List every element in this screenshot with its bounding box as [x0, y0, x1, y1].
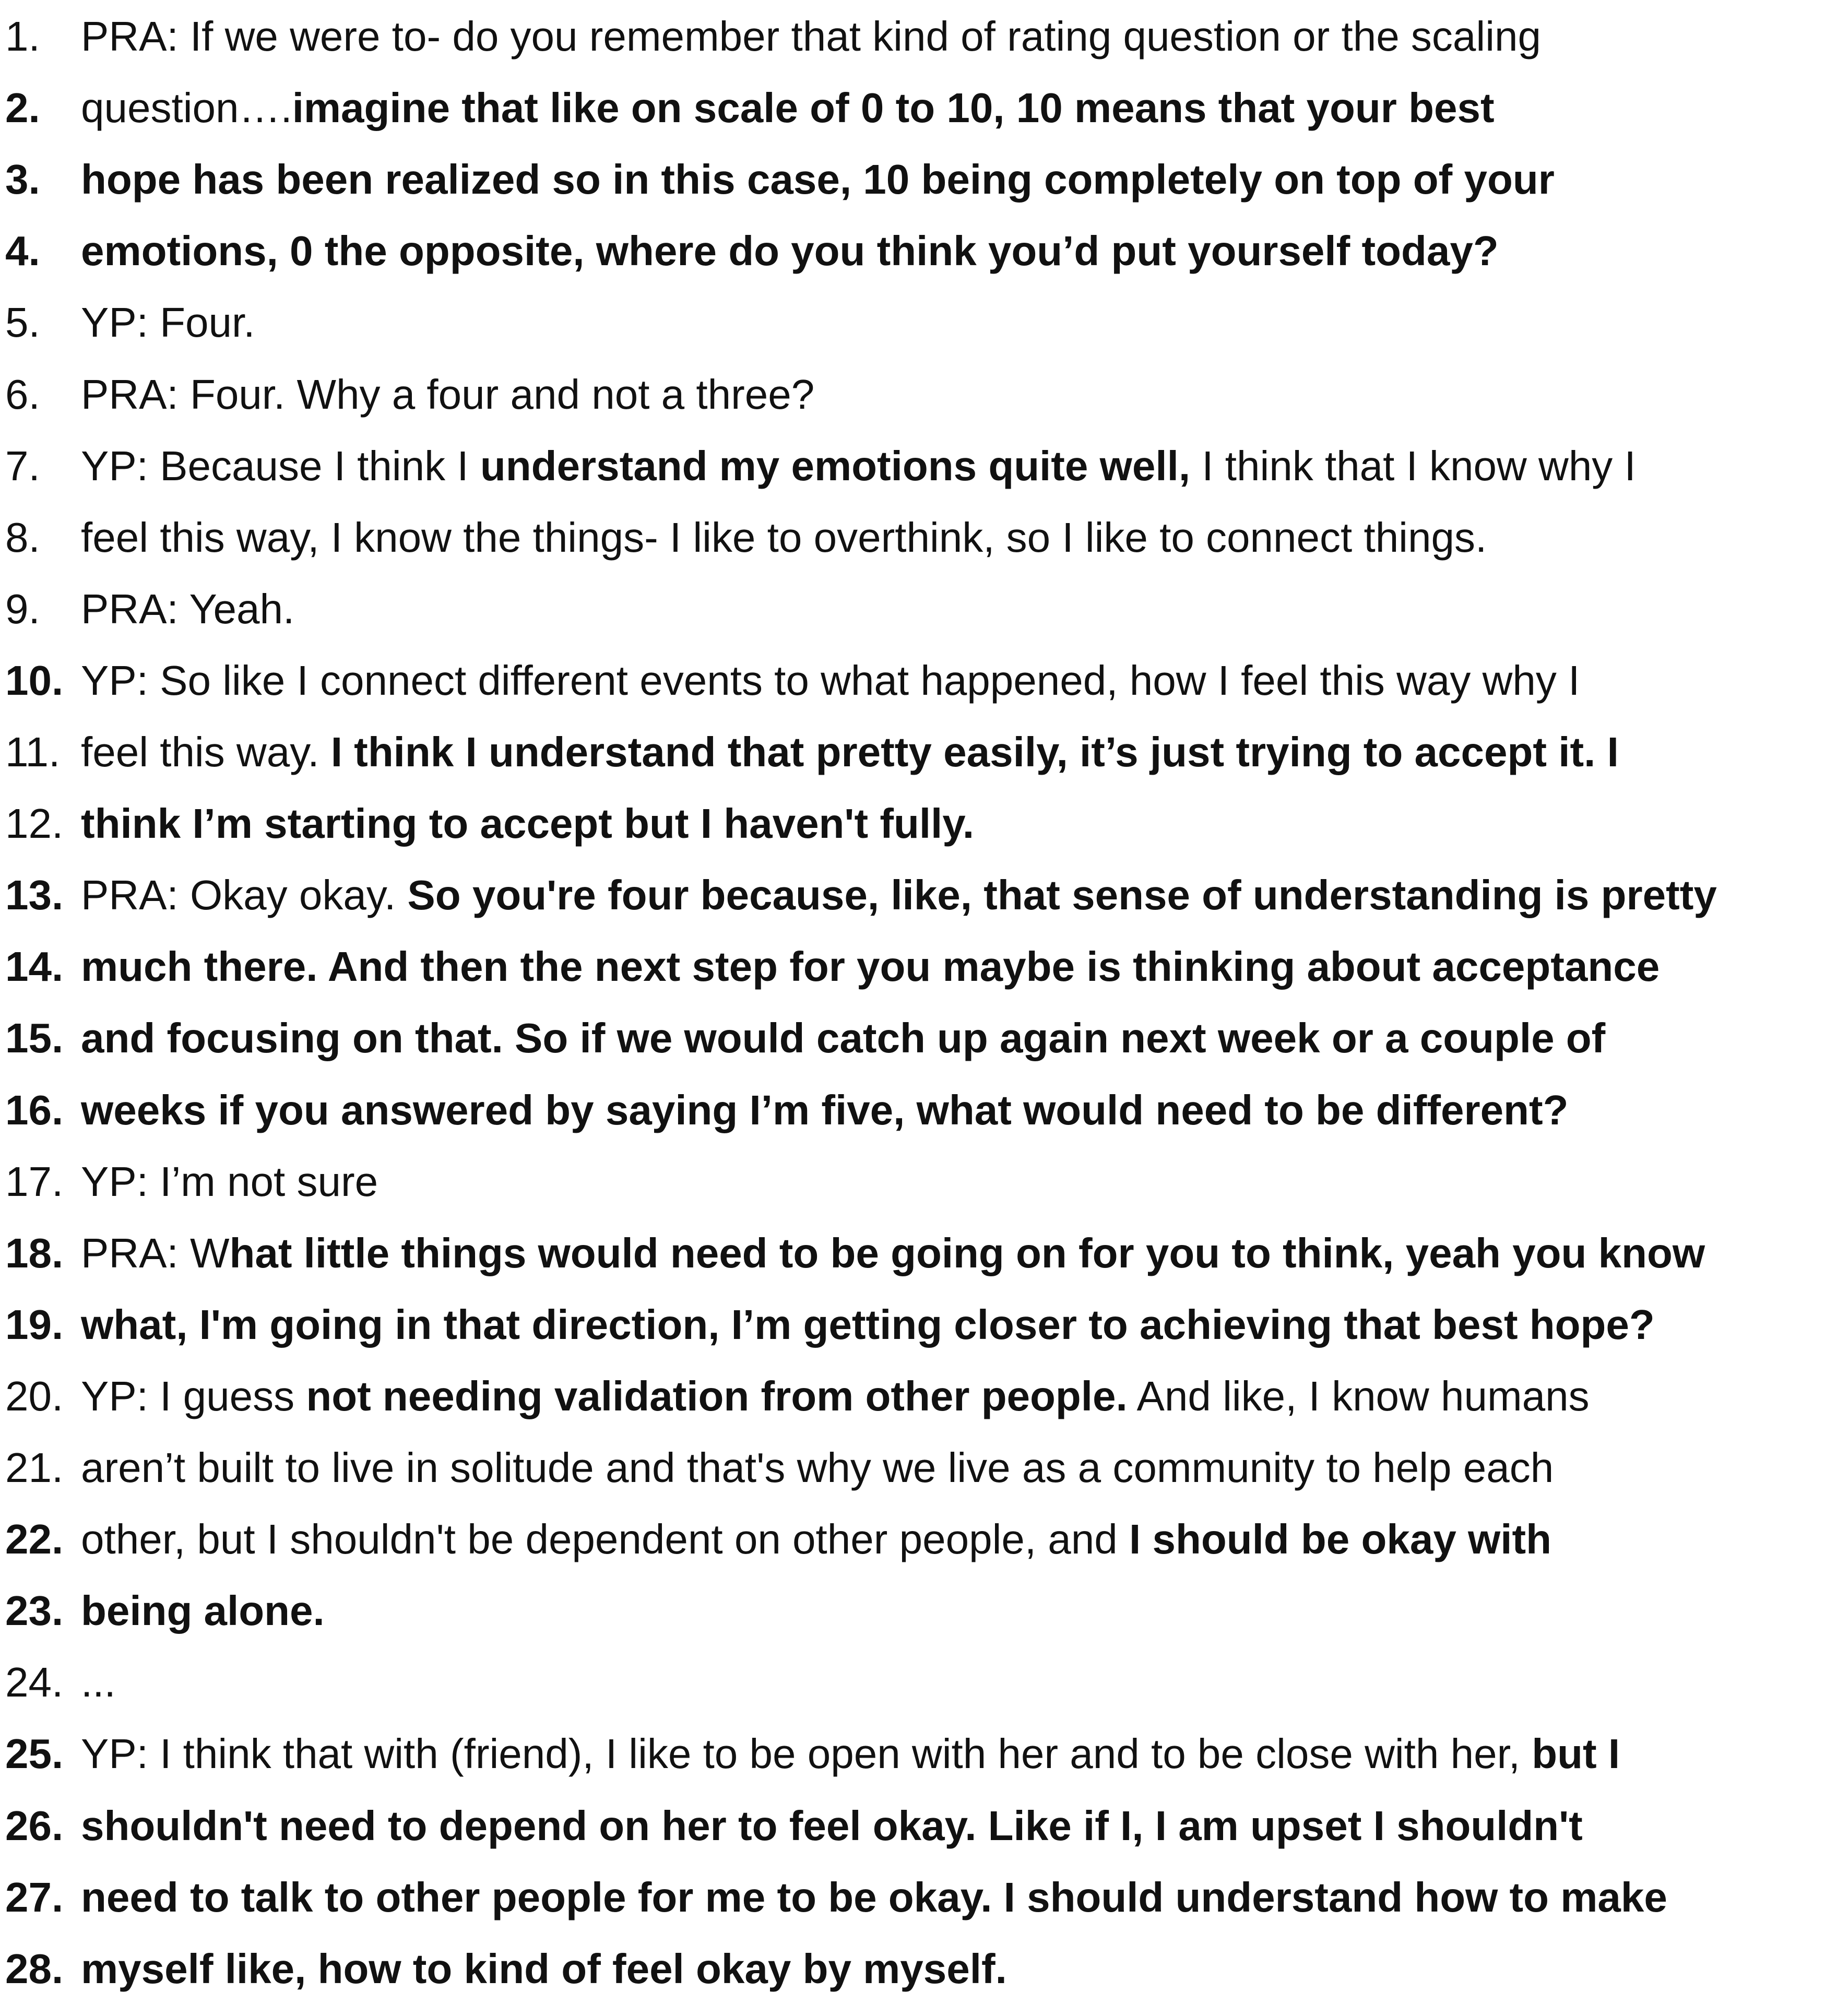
- line-number: 12.: [5, 800, 64, 847]
- line-text: YP: So like I connect different events to what happened, how I feel this way why I: [81, 657, 1580, 704]
- transcript-line: [5, 1432, 1554, 1504]
- emphasized-text: not needing validation from other people.: [306, 1372, 1128, 1419]
- line-number: 24.: [5, 1659, 64, 1706]
- line-text: other, but I shouldn't be dependent on other people, and: [81, 1516, 1130, 1563]
- transcript-line: [5, 645, 1580, 717]
- line-number: 26.: [5, 1802, 64, 1849]
- transcript-line: [5, 1, 1541, 73]
- line-text: PRA: W: [81, 1229, 230, 1276]
- emphasized-text: think I’m starting to accept but I haven't fully.: [81, 800, 975, 847]
- line-number: 11.: [5, 729, 61, 775]
- transcript-line: [5, 287, 255, 359]
- line-text: YP: I guess: [81, 1372, 306, 1419]
- line-number: 6.: [5, 371, 40, 418]
- line-text: PRA: Yeah.: [81, 585, 295, 632]
- emphasized-text: I think I understand that pretty easily, it’s just trying to accept it. I: [330, 729, 1619, 775]
- transcript-line: [5, 1289, 1655, 1361]
- transcript-line: [5, 430, 1636, 502]
- line-number: 15.: [5, 1015, 64, 1062]
- line-text: YP: Four.: [81, 299, 255, 346]
- line-number: 17.: [5, 1158, 64, 1205]
- line-number: 8.: [5, 514, 40, 561]
- line-text: feel this way.: [81, 729, 331, 775]
- line-text: And like, I know humans: [1127, 1372, 1590, 1419]
- emphasized-text: but I: [1532, 1730, 1620, 1777]
- line-number: 9.: [5, 585, 40, 632]
- emphasized-text: being alone.: [81, 1587, 325, 1634]
- line-text: YP: I think that with (friend), I like to be open with her and to be close with her,: [81, 1730, 1532, 1777]
- transcript-line: [5, 1002, 1605, 1074]
- line-text: question….: [81, 85, 292, 132]
- emphasized-text: what, I'm going in that direction, I’m getting closer to achieving that best hope?: [81, 1301, 1655, 1348]
- line-number: 22.: [5, 1516, 64, 1563]
- transcript-line: [5, 1074, 1569, 1146]
- transcript-line: [5, 1503, 1551, 1575]
- line-text: aren’t built to live in solitude and that's why we live as a community to help each: [81, 1444, 1554, 1491]
- emphasized-text: myself like, how to kind of feel okay by myself.: [81, 1945, 1007, 1992]
- line-number: 18.: [5, 1229, 64, 1276]
- line-number: 7.: [5, 442, 40, 489]
- transcript-line: [5, 144, 1555, 216]
- line-text: PRA: Okay okay.: [81, 872, 408, 919]
- line-number: 19.: [5, 1301, 64, 1348]
- line-text: I think that I know why I: [1190, 442, 1636, 489]
- line-number: 10.: [5, 657, 64, 704]
- transcript-line: [5, 1646, 116, 1718]
- emphasized-text: hat little things would need to be going on for you to think, yeah you know: [229, 1229, 1705, 1276]
- line-text: YP: I’m not sure: [81, 1158, 378, 1205]
- emphasized-text: imagine that like on scale of 0 to 10, 10 means that your best: [292, 85, 1495, 132]
- line-number: 4.: [5, 228, 40, 275]
- emphasized-text: weeks if you answered by saying I’m five, what would need to be different?: [81, 1086, 1569, 1133]
- emphasized-text: and focusing on that. So if we would catch up again next week or a couple of: [81, 1015, 1606, 1062]
- line-number: 23.: [5, 1587, 64, 1634]
- line-number: 21.: [5, 1444, 64, 1491]
- line-number: 1.: [5, 13, 40, 60]
- line-text: ...: [81, 1659, 116, 1706]
- emphasized-text: emotions, 0 the opposite, where do you think you’d put yourself today?: [81, 228, 1499, 275]
- transcript-line: [5, 1790, 1583, 1862]
- line-number: 20.: [5, 1372, 64, 1419]
- transcript-line: [5, 788, 974, 860]
- line-number: 3.: [5, 156, 40, 203]
- line-number: 25.: [5, 1730, 64, 1777]
- transcript-line: [5, 1575, 325, 1647]
- transcript-line: [5, 1217, 1705, 1289]
- line-number: 14.: [5, 943, 64, 990]
- transcript-line: [5, 931, 1660, 1003]
- transcript-line: [5, 215, 1499, 287]
- emphasized-text: understand my emotions quite well,: [480, 442, 1191, 489]
- line-number: 2.: [5, 85, 40, 132]
- emphasized-text: So you're four because, like, that sense of understanding is pretty: [407, 872, 1717, 919]
- transcript-line: [5, 1146, 378, 1218]
- line-number: 27.: [5, 1873, 64, 1920]
- emphasized-text: shouldn't need to depend on her to feel okay. Like if I, I am upset I shouldn't: [81, 1802, 1583, 1849]
- transcript-line: [5, 359, 814, 431]
- line-number: 5.: [5, 299, 40, 346]
- emphasized-text: hope has been realized so in this case, 10 being completely on top of your: [81, 156, 1555, 203]
- line-text: PRA: Four. Why a four and not a three?: [81, 371, 815, 418]
- transcript-line: [5, 502, 1487, 574]
- transcript-line: [5, 1718, 1620, 1790]
- emphasized-text: I should be okay with: [1129, 1516, 1551, 1563]
- transcript-line: [5, 1861, 1667, 1934]
- transcript-line: [5, 1933, 1007, 2005]
- transcript-line: [5, 573, 294, 645]
- emphasized-text: much there. And then the next step for you maybe is thinking about acceptance: [81, 943, 1660, 990]
- line-text: PRA: If we were to- do you remember that kind of rating question or the scaling: [81, 13, 1541, 60]
- line-text: feel this way, I know the things- I like to overthink, so I like to connect things.: [81, 514, 1487, 561]
- line-number: 13.: [5, 872, 64, 919]
- transcript-line: [5, 716, 1619, 788]
- line-text: YP: Because I think I: [81, 442, 480, 489]
- transcript-line: [5, 859, 1717, 931]
- line-number: 16.: [5, 1086, 64, 1133]
- emphasized-text: need to talk to other people for me to be okay. I should understand how to make: [81, 1873, 1667, 1920]
- transcript-line: [5, 72, 1495, 144]
- line-number: 28.: [5, 1945, 64, 1992]
- transcript-line: [5, 1360, 1590, 1432]
